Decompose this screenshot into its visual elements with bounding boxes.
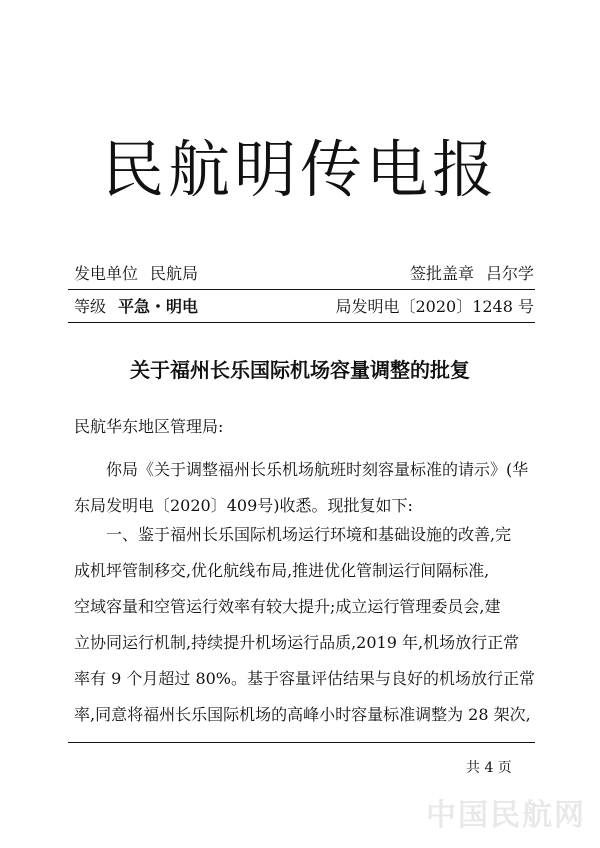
paragraph-line: 立协同运行机制,持续提升机场运行品质,2019 年,机场放行正常: [74, 633, 520, 652]
paragraph-line: 你局《关于调整福州长乐机场航班时刻容量标准的请示》(华: [106, 460, 529, 479]
header-rule-bottom: [68, 322, 535, 323]
sender-row: [74, 260, 534, 288]
seal-value: 吕尔学: [485, 264, 534, 283]
seal-signature: [410, 260, 534, 288]
grade-row: [74, 293, 534, 321]
grade-value: 平急・明电: [118, 297, 199, 316]
approval-title: 关于福州长乐国际机场容量调整的批复: [130, 358, 470, 382]
document-title: 民航明传电报: [101, 133, 498, 206]
paragraph-receipt: [74, 452, 530, 524]
paragraph-line: 空域容量和空管运行效率有较大提升;成立运行管理委员会,建: [74, 597, 501, 616]
grade: [74, 293, 198, 321]
paragraph-line: 成机坪管制移交,优化航线布局,推进优化管制运行间隔标准,: [74, 561, 490, 580]
paragraph-line: 率,同意将福州长乐国际机场的高峰小时容量标准调整为 28 架次,: [74, 705, 531, 724]
footer-rule: [68, 742, 535, 743]
paragraph-line: 率有 9 个月超过 80%。基于容量评估结果与良好的机场放行正常: [74, 669, 536, 688]
paragraph-line: 东局发明电〔2020〕409号)收悉。现批复如下:: [74, 496, 413, 515]
watermark-logo: 中国民航网: [426, 798, 586, 833]
paragraph-line: 一、鉴于福州长乐国际机场运行环境和基础设施的改善,完: [106, 525, 512, 544]
seal-label: 签批盖章: [409, 264, 474, 283]
grade-label: 等级: [74, 297, 107, 316]
page-count: 共 4 页: [466, 760, 512, 776]
sender-label: 发电单位: [74, 264, 139, 283]
document-number: 局发明电〔2020〕1248 号: [335, 297, 534, 316]
sender-value: 民航局: [150, 264, 199, 283]
paragraph-item-one: [74, 517, 536, 733]
sender-unit: [74, 260, 198, 288]
header-rule-top: [68, 289, 535, 290]
addressee: 民航华东地区管理局:: [74, 417, 224, 436]
